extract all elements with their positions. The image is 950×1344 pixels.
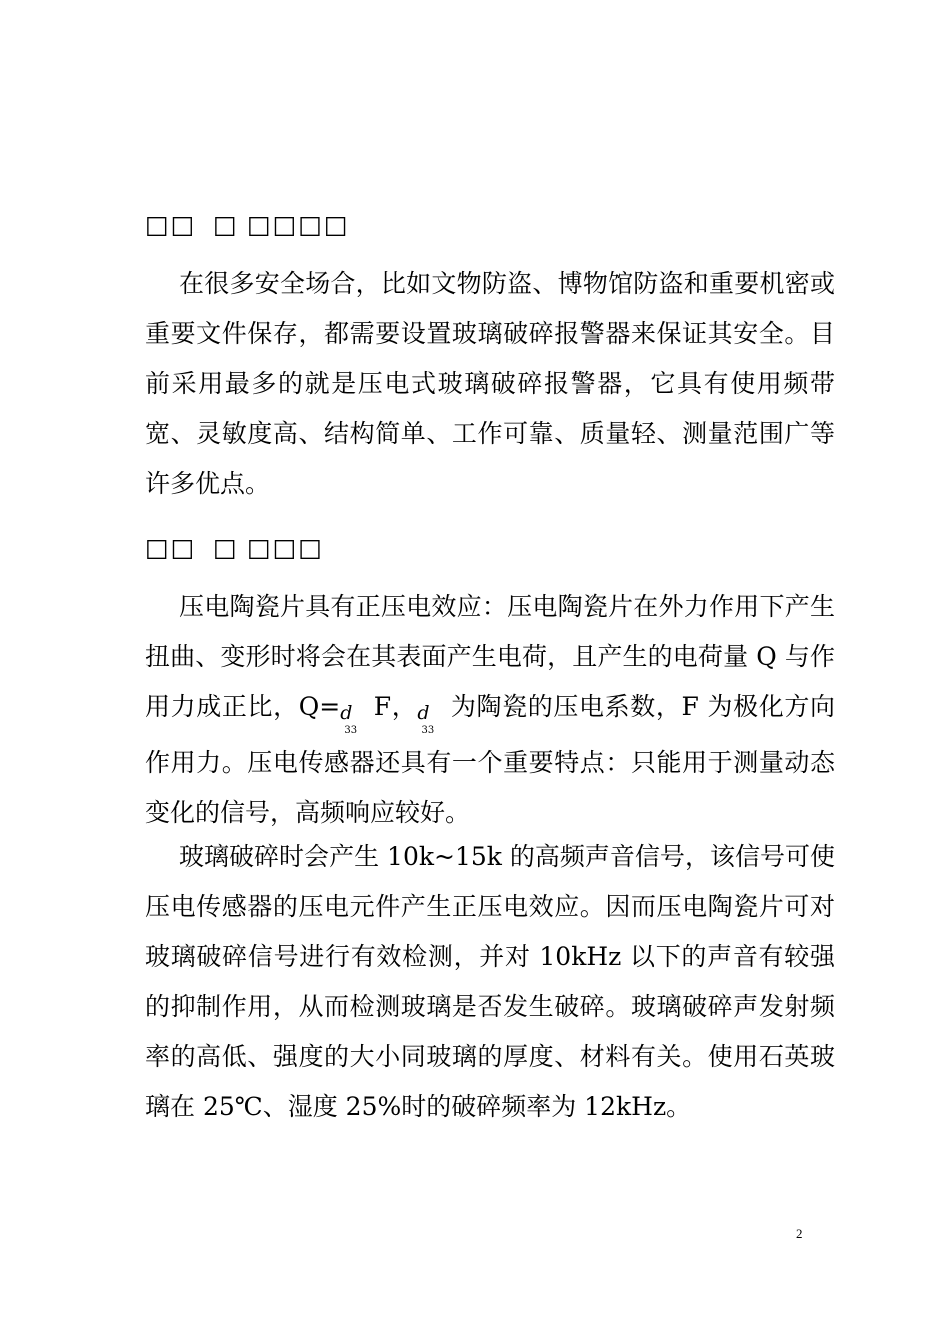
paragraph-intro: 在很多安全场合，比如文物防盗、博物馆防盗和重要机密或重要文件保存，都需要设置玻璃破碎报警器来保证其安全。目前采用最多的就是压电式玻璃破碎报警器，它具有使用频带宽、灵敏度高、结构简单、工作可靠、质量轻、测量范围广等许多优点。 xyxy=(145,269,835,498)
section-title: □□□ xyxy=(247,533,324,562)
section-number: □□ xyxy=(145,533,197,562)
section-heading-1 xyxy=(145,210,349,240)
text-run: F， xyxy=(365,692,418,721)
text-run: 压电陶瓷片具有正压电效应：压电陶瓷片在外力作用下产生扭曲、变形时将会在其表面产生电荷，且产生的电荷量 Q 与作用力成正比，Q= xyxy=(145,592,835,721)
section-number: □□ xyxy=(145,210,197,239)
coefficient-symbol: d xyxy=(417,702,430,724)
coefficient-subscript: 33 xyxy=(344,725,358,736)
coefficient-subscript: 33 xyxy=(421,725,435,736)
paragraph-piezo-effect xyxy=(145,582,835,838)
section-heading-2 xyxy=(145,533,324,563)
text-run: 为陶瓷的压电系数，F 为极化方向作用力。压电传感器还具有一个重要特点：只能用于测量动态变化的信号，高频响应较好。 xyxy=(145,692,835,827)
section-separator: □ xyxy=(213,210,239,239)
coefficient-symbol: d xyxy=(340,702,353,724)
paragraph-glass-breaking: 玻璃破碎时会产生 10k~15k 的高频声音信号，该信号可使压电传感器的压电元件产生正压电效应。因而压电陶瓷片可对玻璃破碎信号进行有效检测，并对 10kHz 以下的声音有较强的抑制作用，从而检测玻璃是否发生破碎。玻璃破碎声发射频率的高低、强度的大小同玻璃的厚度、材料有关。使用石英玻璃在 25℃、湿度 25%时的破碎频率为 12kHz。 xyxy=(145,842,835,1121)
section-separator: □ xyxy=(213,533,239,562)
section-title: □□□□ xyxy=(247,210,350,239)
page-number: 2 xyxy=(796,1226,803,1241)
